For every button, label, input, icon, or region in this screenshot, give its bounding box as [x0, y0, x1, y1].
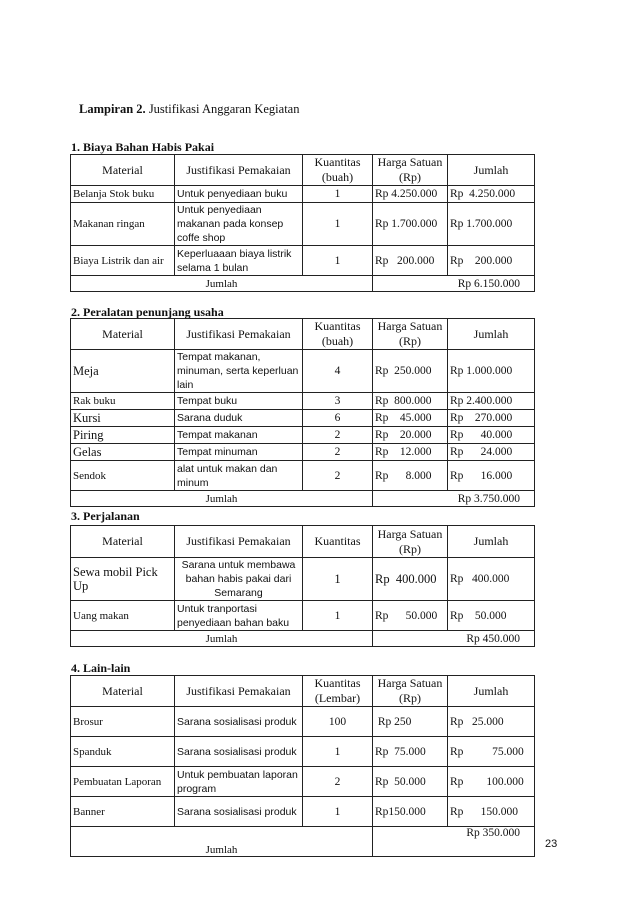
total-label: Jumlah: [71, 631, 373, 647]
cell-material: Spanduk: [71, 737, 175, 767]
cell-amount: Rp 25.000: [448, 707, 535, 737]
table-row: [71, 737, 535, 767]
cell-material: Rak buku: [71, 393, 175, 410]
table-row: [71, 393, 535, 410]
cell-price: Rp 45.000: [373, 410, 448, 427]
cell-price: Rp 200.000: [373, 246, 448, 276]
cell-quantity: 1: [303, 558, 373, 601]
table-row: [71, 350, 535, 393]
cell-amount: Rp 100.000: [448, 767, 535, 797]
table-row: [71, 427, 535, 444]
table-header-row: [71, 155, 535, 186]
table-row: [71, 797, 535, 827]
cell-amount: Rp 150.000: [448, 797, 535, 827]
header-justification: Justifikasi Pemakaian: [175, 676, 303, 707]
section-3-heading: 3. Perjalanan: [71, 509, 140, 523]
cell-price: Rp 400.000: [373, 558, 448, 601]
total-value: Rp 3.750.000: [373, 491, 535, 507]
table-row: [71, 186, 535, 203]
cell-price: Rp 800.000: [373, 393, 448, 410]
header-material: Material: [71, 319, 175, 350]
header-justification: Justifikasi Pemakaian: [175, 155, 303, 186]
cell-material: Belanja Stok buku: [71, 186, 175, 203]
cell-material: Meja: [71, 350, 175, 393]
cell-justification: Tempat minuman: [175, 444, 303, 461]
header-material: Material: [71, 526, 175, 558]
total-row: [71, 827, 535, 857]
cell-quantity: 1: [303, 246, 373, 276]
cell-amount: Rp 40.000: [448, 427, 535, 444]
cell-quantity: 6: [303, 410, 373, 427]
cell-material: Makanan ringan: [71, 203, 175, 246]
title-rest: Justifikasi Anggaran Kegiatan: [145, 102, 300, 116]
header-justification: Justifikasi Pemakaian: [175, 319, 303, 350]
cell-justification: Untuk tranportasi penyediaan bahan baku: [175, 601, 303, 631]
table-row: [71, 410, 535, 427]
total-value: Rp 6.150.000: [373, 276, 535, 292]
header-justification: Justifikasi Pemakaian: [175, 526, 303, 558]
total-value: Rp 350.000: [373, 827, 535, 857]
cell-price: Rp 50.000: [373, 767, 448, 797]
table-row: [71, 601, 535, 631]
cell-price: Rp 250.000: [373, 350, 448, 393]
cell-material: Kursi: [71, 410, 175, 427]
header-quantity: Kuantitas (buah): [303, 155, 373, 186]
cell-amount: Rp 1.700.000: [448, 203, 535, 246]
cell-material: Pembuatan Laporan: [71, 767, 175, 797]
cell-quantity: 1: [303, 203, 373, 246]
cell-material: Sendok: [71, 461, 175, 491]
table-row: [71, 767, 535, 797]
section-2-heading: 2. Peralatan penunjang usaha: [71, 305, 224, 319]
table-row: [71, 707, 535, 737]
cell-justification: Sarana sosialisasi produk: [175, 737, 303, 767]
table-row: [71, 461, 535, 491]
table-row: [71, 558, 535, 601]
table-header-row: [71, 526, 535, 558]
cell-material: Brosur: [71, 707, 175, 737]
header-price: Harga Satuan (Rp): [373, 155, 448, 186]
section-4-table: [70, 675, 535, 857]
cell-quantity: 1: [303, 601, 373, 631]
cell-justification: Sarana duduk: [175, 410, 303, 427]
cell-justification: alat untuk makan dan minum: [175, 461, 303, 491]
total-label: Jumlah: [71, 827, 373, 857]
cell-material: Banner: [71, 797, 175, 827]
cell-material: Biaya Listrik dan air: [71, 246, 175, 276]
cell-amount: Rp 270.000: [448, 410, 535, 427]
cell-justification: Sarana sosialisasi produk: [175, 707, 303, 737]
cell-amount: Rp 2.400.000: [448, 393, 535, 410]
header-price: Harga Satuan (Rp): [373, 526, 448, 558]
cell-justification: Tempat makanan, minuman, serta keperluan lain: [175, 350, 303, 393]
header-amount: Jumlah: [448, 319, 535, 350]
cell-quantity: 1: [303, 797, 373, 827]
header-price: Harga Satuan (Rp): [373, 319, 448, 350]
section-3-table: [70, 525, 535, 647]
header-quantity: Kuantitas (Lembar): [303, 676, 373, 707]
header-material: Material: [71, 676, 175, 707]
cell-quantity: 3: [303, 393, 373, 410]
cell-material: Gelas: [71, 444, 175, 461]
cell-amount: Rp 1.000.000: [448, 350, 535, 393]
total-value: Rp 450.000: [373, 631, 535, 647]
cell-price: Rp 20.000: [373, 427, 448, 444]
cell-material: Sewa mobil Pick Up: [71, 558, 175, 601]
cell-price: Rp 1.700.000: [373, 203, 448, 246]
total-row: [71, 491, 535, 507]
cell-quantity: 2: [303, 444, 373, 461]
cell-amount: Rp 75.000: [448, 737, 535, 767]
table-row: [71, 203, 535, 246]
cell-quantity: 100: [303, 707, 373, 737]
cell-price: Rp150.000: [373, 797, 448, 827]
header-amount: Jumlah: [448, 155, 535, 186]
title-bold: Lampiran 2.: [79, 102, 146, 116]
cell-justification: Tempat buku: [175, 393, 303, 410]
section-1-heading: 1. Biaya Bahan Habis Pakai: [71, 140, 215, 154]
total-row: [71, 631, 535, 647]
cell-quantity: 2: [303, 461, 373, 491]
cell-quantity: 1: [303, 186, 373, 203]
table-row: [71, 444, 535, 461]
cell-justification: Untuk penyediaan buku: [175, 186, 303, 203]
cell-justification: Untuk penyediaan makanan pada konsep coffe shop: [175, 203, 303, 246]
cell-price: Rp 50.000: [373, 601, 448, 631]
cell-justification: Untuk pembuatan laporan program: [175, 767, 303, 797]
cell-justification: Keperluaaan biaya listrik selama 1 bulan: [175, 246, 303, 276]
section-2-table: [70, 318, 535, 507]
cell-price: Rp 4.250.000: [373, 186, 448, 203]
cell-quantity: 1: [303, 737, 373, 767]
cell-amount: Rp 24.000: [448, 444, 535, 461]
cell-justification: Sarana untuk membawa bahan habis pakai dari Semarang: [175, 558, 303, 601]
cell-material: Uang makan: [71, 601, 175, 631]
cell-quantity: 2: [303, 427, 373, 444]
section-1-table: [70, 154, 535, 292]
cell-amount: Rp 50.000: [448, 601, 535, 631]
header-amount: Jumlah: [448, 676, 535, 707]
total-row: [71, 276, 535, 292]
cell-price: Rp 8.000: [373, 461, 448, 491]
total-label: Jumlah: [71, 491, 373, 507]
cell-amount: Rp 400.000: [448, 558, 535, 601]
cell-price: Rp 250: [373, 707, 448, 737]
total-label: Jumlah: [71, 276, 373, 292]
cell-material: Piring: [71, 427, 175, 444]
table-row: [71, 246, 535, 276]
page-number: 23: [545, 838, 558, 850]
section-4-heading: 4. Lain-lain: [71, 661, 131, 675]
table-header-row: [71, 676, 535, 707]
header-price: Harga Satuan (Rp): [373, 676, 448, 707]
header-material: Material: [71, 155, 175, 186]
cell-amount: Rp 4.250.000: [448, 186, 535, 203]
header-quantity: Kuantitas: [303, 526, 373, 558]
cell-quantity: 2: [303, 767, 373, 797]
page-title: [79, 102, 299, 117]
cell-justification: Sarana sosialisasi produk: [175, 797, 303, 827]
table-header-row: [71, 319, 535, 350]
header-amount: Jumlah: [448, 526, 535, 558]
cell-justification: Tempat makanan: [175, 427, 303, 444]
cell-amount: Rp 16.000: [448, 461, 535, 491]
cell-amount: Rp 200.000: [448, 246, 535, 276]
cell-price: Rp 75.000: [373, 737, 448, 767]
header-quantity: Kuantitas (buah): [303, 319, 373, 350]
cell-price: Rp 12.000: [373, 444, 448, 461]
cell-quantity: 4: [303, 350, 373, 393]
